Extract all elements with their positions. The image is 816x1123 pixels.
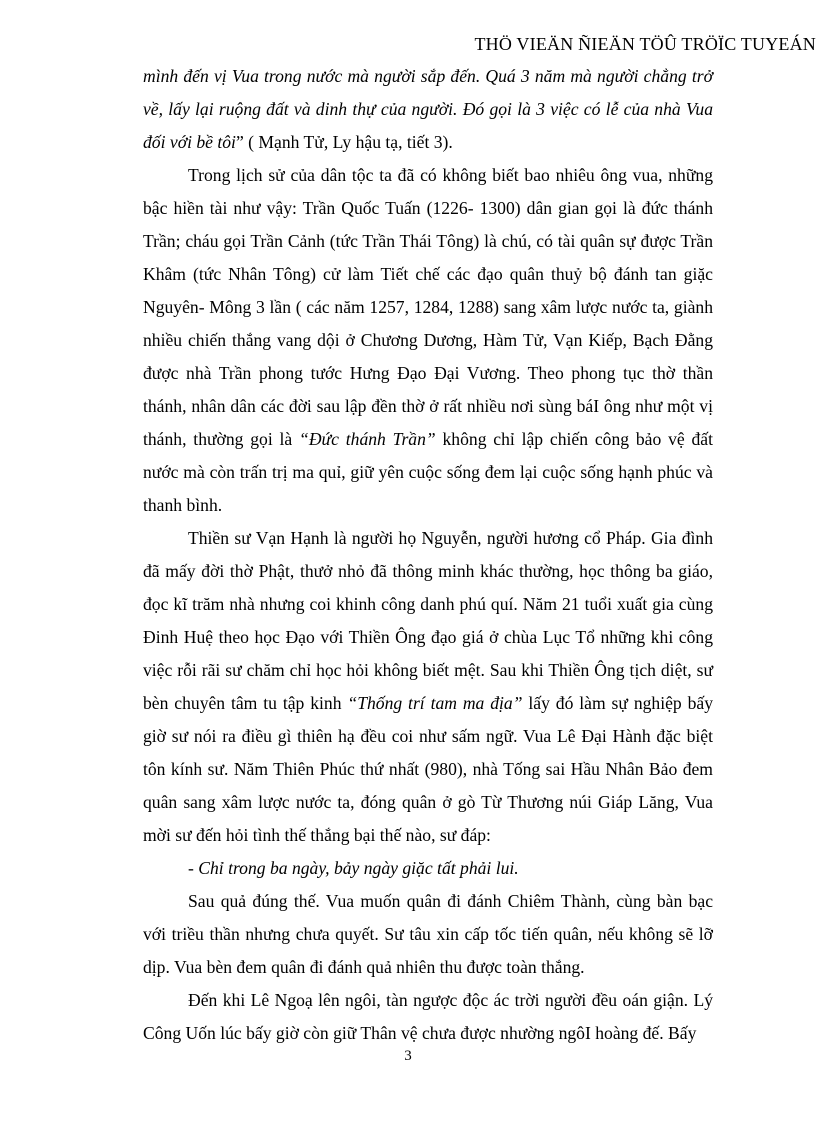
- paragraph-1: [143, 60, 713, 159]
- paragraph-5: Sau quả đúng thế. Vua muốn quân đi đánh Chiêm Thành, cùng bàn bạc với triều thần nhưng chưa quyết. Sư tâu xin cấp tốc tiến quân, nếu không sẽ lỡ dịp. Vua bèn đem quân đi đánh quả nhiên thu được toàn thắng.: [143, 891, 713, 977]
- page-number: 3: [404, 1048, 412, 1064]
- paragraph-6: Đến khi Lê Ngoạ lên ngôi, tàn ngược độc ác trời người đều oán giận. Lý Công Uốn lúc bấy giờ còn giữ Thân vệ chưa được nhường ngôI hoàng đế. Bấy: [143, 990, 713, 1043]
- paragraph-4: [143, 852, 713, 885]
- paragraph-2-text-b: không chỉ lập chiến công bảo vệ đất nước mà còn trấn trị ma quỉ, giữ yên cuộc sống đem lại cuộc sống hạnh phúc và thanh bình.: [143, 429, 713, 515]
- paragraph-2: [143, 159, 713, 522]
- paragraph-3-text-a: Thiền sư Vạn Hạnh là người họ Nguyễn, người hương cổ Pháp. Gia đình đã mấy đời thờ Phật, thưở nhỏ đã thông minh khác thường, học thông ba giáo, đọc kĩ trăm nhà nhưng coi khinh công danh phú quí. Năm 21 tuổi xuất gia cùng Đinh Huệ theo học Đạo với Thiền Ông đạo giá ở chùa Lục Tổ những khi công việc rỗi rãi sư chăm chỉ học hỏi không biết mệt. Sau khi Thiền Ông tịch diệt, sư bèn chuyên tâm tu tập kinh: [143, 528, 713, 713]
- paragraph-2-italic: “Đức thánh Trần”: [299, 429, 436, 449]
- paragraph-1-quote: mình đến vị Vua trong nước mà người sắp đến. Quá 3 năm mà người chẳng trở về, lấy lại ruộng đất và dinh thự của người. Đó gọi là 3 việc có lễ của nhà Vua đối với bề tôi: [143, 66, 713, 152]
- paragraph-2-text-a: Trong lịch sử của dân tộc ta đã có không biết bao nhiêu ông vua, những bậc hiền tài như vậy: Trần Quốc Tuấn (1226- 1300) dân gian gọi là đức thánh Trần; cháu gọi Trần Cảnh (tức Trần Thái Tông) là chú, có tài quân sự được Trần Khâm (tức Nhân Tông) cử làm Tiết chế các đạo quân thuỷ bộ đánh tan giặc Nguyên- Mông 3 lần ( các năm 1257, 1284, 1288) sang xâm lược nước ta, giành nhiều chiến thắng vang dội ở Chương Dương, Hàm Tử, Vạn Kiếp, Bạch Đằng được nhà Trần phong tước Hưng Đạo Đại Vương. Theo phong tục thờ thần thánh, nhân dân các đời sau lập đền thờ ở rất nhiều nơi sùng báI ông như một vị thánh, thường gọi là: [143, 165, 713, 449]
- paragraph-3-text-b: lấy đó làm sự nghiệp bấy giờ sư nói ra điều gì thiên hạ đều coi như sấm ngữ. Vua Lê Đại Hành đặc biệt tôn kính sư. Năm Thiên Phúc thứ nhất (980), nhà Tống sai Hầu Nhân Bảo đem quân sang xâm lược nước ta, đóng quân ở gò Từ Thương núi Giáp Lăng, Vua mời sư đến hỏi tình thế thắng bại thế nào, sư đáp:: [143, 693, 713, 845]
- paragraph-3-italic: “Thống trí tam ma địa”: [347, 693, 523, 713]
- paragraph-1-citation: ” ( Mạnh Tử, Ly hậu tạ, tiết 3).: [235, 132, 453, 152]
- document-body: [143, 60, 713, 1050]
- paragraph-3: [143, 522, 713, 852]
- page-header: THÖ VIEÄN ÑIEÄN TÖÛ TRÖÏC TUYEÁN: [474, 34, 816, 54]
- paragraph-4-quote: - Chỉ trong ba ngày, bảy ngày giặc tất phải lui.: [188, 858, 519, 878]
